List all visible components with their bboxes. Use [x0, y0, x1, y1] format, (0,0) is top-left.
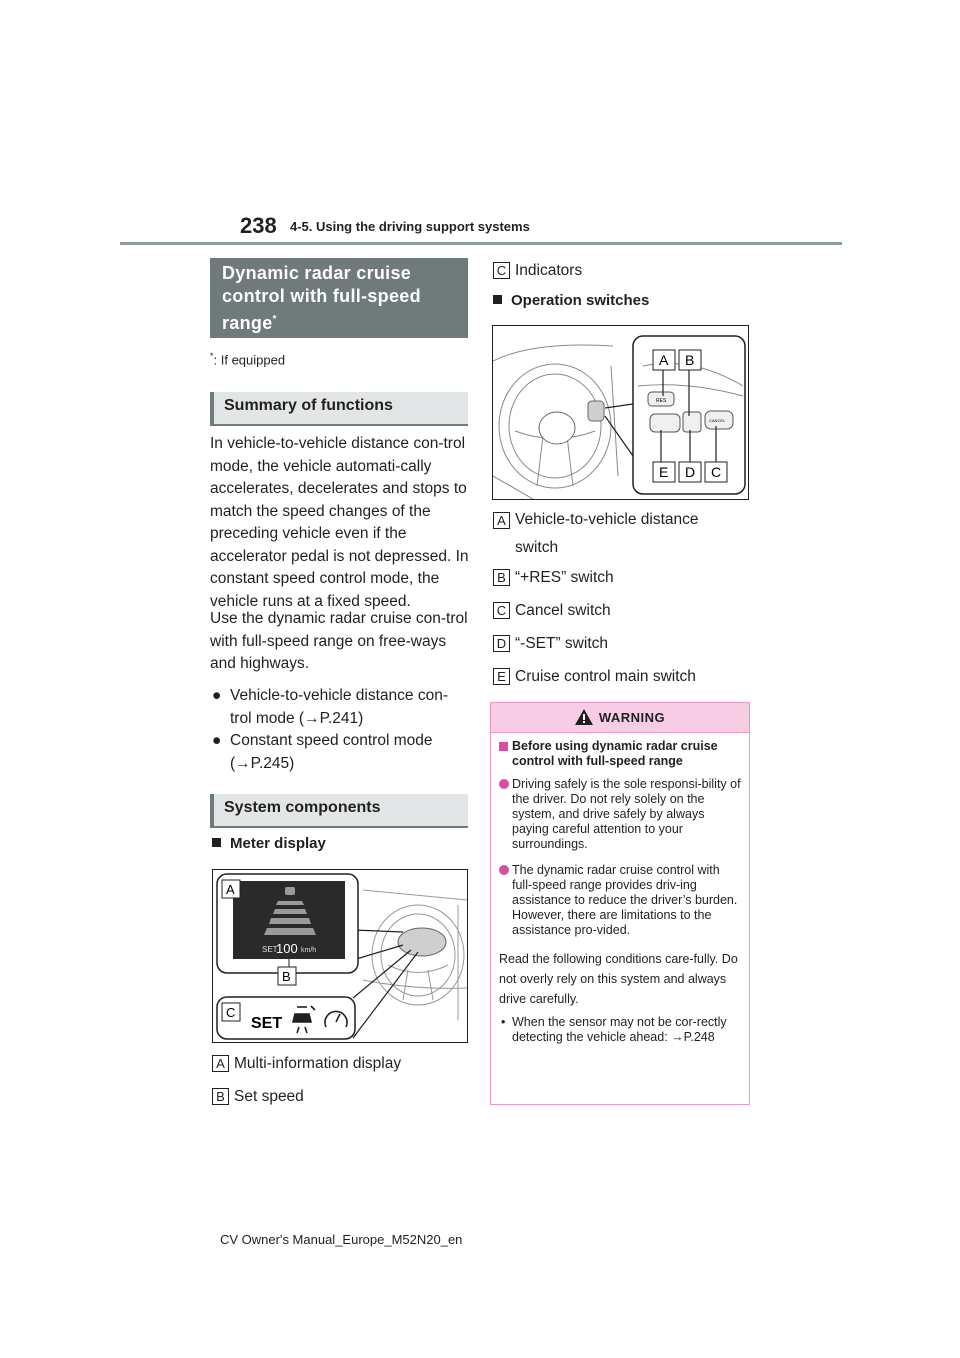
square-marker	[493, 295, 502, 304]
fig-tag-b: B	[685, 352, 695, 368]
switch-item-d	[493, 633, 608, 655]
meter-item-text: Multi-information display	[234, 1055, 402, 1072]
indicator-set-text: SET	[251, 1015, 283, 1032]
tag-c: C	[493, 262, 510, 279]
summary-bullet-2	[212, 729, 462, 775]
warning-item-2	[499, 863, 743, 938]
warning-heading-text: Before using dynamic radar cruise control with full-speed range	[512, 739, 718, 768]
footnote-text: : If equipped	[213, 352, 286, 368]
title-asterisk: *	[272, 314, 277, 325]
summary-bullet-1	[212, 684, 462, 730]
meter-display-heading	[212, 835, 326, 852]
fig-tag-a: A	[659, 352, 669, 368]
square-marker	[212, 838, 221, 847]
meter-item-text: Set speed	[234, 1088, 304, 1105]
components-heading: System components	[210, 794, 468, 828]
meter-item-b	[212, 1086, 304, 1108]
switch-item-text: “-SET” switch	[515, 635, 608, 652]
warning-header	[491, 703, 749, 733]
section-title: 4-5. Using the driving support systems	[290, 219, 530, 234]
warning-item-text: Driving safely is the sole responsi-bility of the driver. Do not rely solely on the system, and drive safely by always paying careful attention to your surroundings.	[512, 777, 741, 851]
summary-heading: Summary of functions	[210, 392, 468, 426]
tag-c: C	[493, 602, 510, 619]
warning-item-text: The dynamic radar cruise control with full-speed range provides driv-ing assistance to reduce the driver’s burden. However, there are limitations to the assistance pro-vided.	[512, 863, 738, 937]
mid-speed-unit: km/h	[301, 947, 317, 954]
square-marker	[499, 742, 508, 751]
switch-item-a	[493, 510, 733, 562]
summary-paragraph-2: Use the dynamic radar cruise con-trol with full-speed range on free-ways and highways.	[210, 610, 468, 672]
bullet-dot: ●	[212, 687, 222, 704]
bullet-dot	[499, 779, 509, 789]
meter-display-figure	[212, 869, 468, 1043]
switch-item-text: Cruise control main switch	[515, 668, 696, 685]
bullet-dot	[499, 865, 509, 875]
fig-tag-b: B	[282, 969, 291, 984]
bullet-text: Vehicle-to-vehicle distance con-trol mode (→P.241)	[230, 687, 448, 727]
footnote-mark: *	[210, 351, 214, 361]
warning-heading	[499, 739, 743, 769]
page-number: 238	[240, 213, 277, 238]
switch-item-text: “+RES” switch	[515, 569, 614, 586]
page-title	[210, 258, 468, 338]
warning-triangle-icon	[575, 709, 593, 725]
switch-item-c	[493, 600, 611, 622]
meter-heading-text: Meter display	[230, 835, 326, 852]
fig-tag-d: D	[685, 464, 696, 480]
tag-d: D	[493, 635, 510, 652]
tag-a: A	[212, 1055, 229, 1072]
meter-item-c	[493, 260, 582, 282]
mid-speed-value: 100	[276, 941, 298, 956]
operation-switches-figure	[492, 325, 749, 500]
fig-tag-c: C	[226, 1005, 236, 1020]
fig-tag-a: A	[226, 882, 235, 897]
warning-title: WARNING	[598, 710, 666, 725]
tag-e: E	[493, 668, 510, 685]
fig-res-label: RES	[656, 398, 667, 404]
summary-paragraph-1: In vehicle-to-vehicle distance con-trol mode, the vehicle automati-cally accelerates, decelerates and stops to match the speed changes of the preceding vehicle even if the accelerator pedal is not depressed. In constant speed control mode, the vehicle runs at a fixed speed.	[210, 435, 469, 610]
footnote	[210, 351, 285, 367]
fig-tag-c: C	[711, 464, 722, 480]
tag-b: B	[212, 1088, 229, 1105]
warning-sub-bullet	[499, 1015, 743, 1045]
meter-item-text: Indicators	[515, 262, 583, 279]
fig-cancel-label: CANCEL	[709, 418, 726, 423]
switch-item-text: Vehicle-to-vehicle distance switch	[515, 511, 699, 556]
tag-b: B	[493, 569, 510, 586]
switch-item-b	[493, 567, 614, 589]
switch-item-e	[493, 666, 696, 688]
bullet-text: Constant speed control mode (→P.245)	[230, 732, 433, 772]
warning-sub-text: When the sensor may not be cor-rectly detecting the vehicle ahead: →P.248	[512, 1015, 727, 1044]
tag-a: A	[493, 512, 510, 529]
footer-text: CV Owner's Manual_Europe_M52N20_en	[220, 1232, 463, 1247]
meter-display-illustration	[213, 870, 467, 1042]
warning-text: Read the following conditions care-fully. Do not overly rely on this system and always drive carefully.	[499, 952, 738, 1006]
bullet-dot: ●	[212, 732, 222, 749]
steering-switches-illustration	[493, 326, 748, 499]
header-rule	[120, 242, 842, 245]
meter-item-a	[212, 1053, 401, 1075]
title-text: Dynamic radar cruise control with full-speed range	[222, 263, 421, 333]
warning-box	[490, 702, 750, 1105]
mid-set-label: SET	[262, 945, 278, 954]
switch-item-text: Cancel switch	[515, 602, 611, 619]
sub-bullet-dot: •	[501, 1015, 506, 1029]
warning-item-1	[499, 777, 743, 852]
operation-switches-heading	[493, 292, 649, 309]
fig-tag-e: E	[659, 464, 669, 480]
switch-heading-text: Operation switches	[511, 292, 650, 309]
